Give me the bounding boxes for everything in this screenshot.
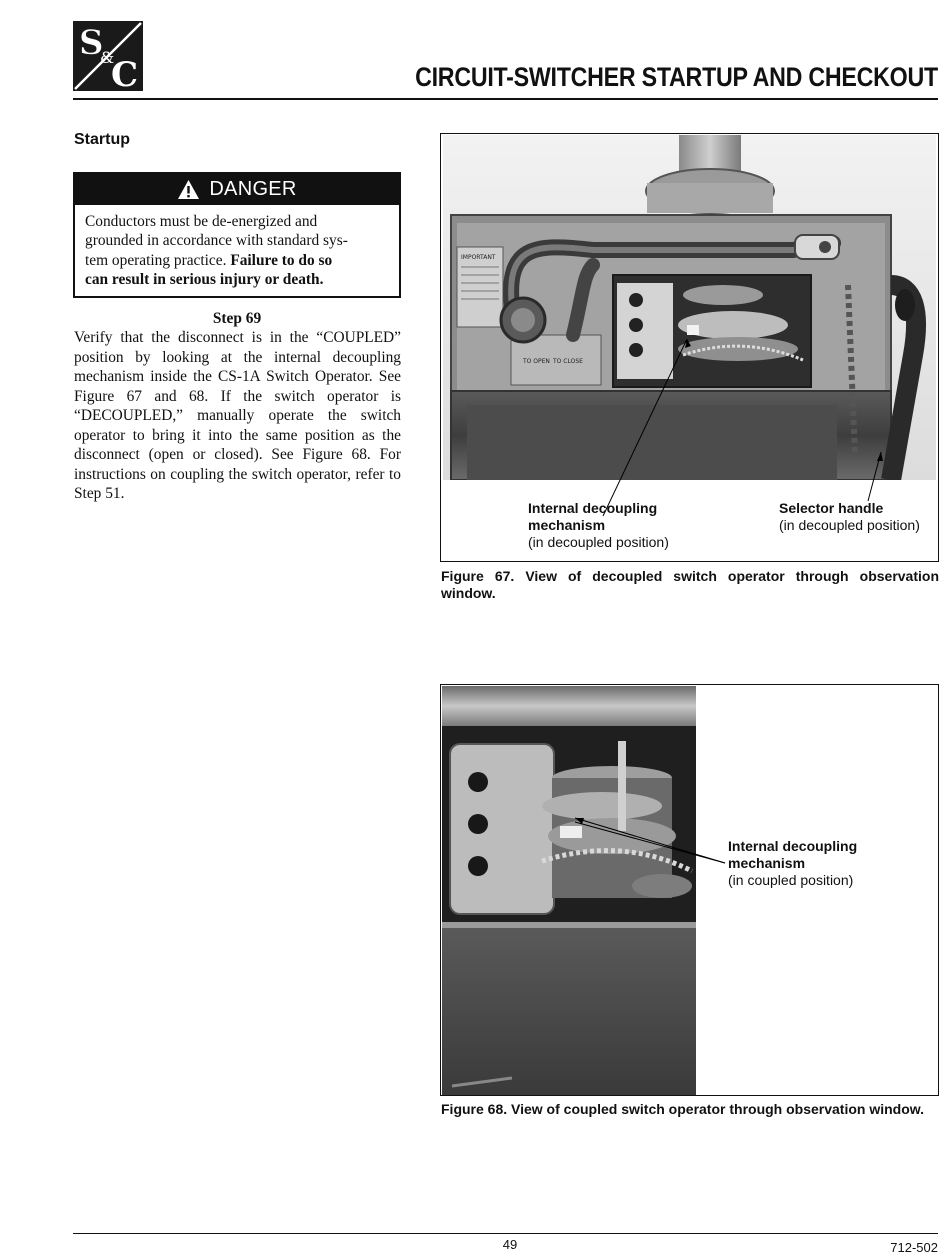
- danger-header: [75, 174, 399, 205]
- header-divider: [73, 98, 938, 100]
- footer-divider: [73, 1233, 938, 1234]
- danger-message: [75, 205, 399, 290]
- section-heading: Startup: [74, 131, 130, 148]
- handle-label-title: Selector handle: [779, 500, 884, 516]
- figure-67-caption: Figure 67. View of decoupled switch operator through observation window.: [441, 568, 939, 601]
- danger-label: DANGER: [209, 178, 297, 200]
- mechanism-decoupled-label: [528, 500, 669, 551]
- plate-important-text: IMPORTANT: [461, 254, 496, 261]
- figure-68-leader-lines: [441, 685, 940, 1097]
- coupled-label-line2: mechanism: [728, 855, 806, 871]
- selector-handle-label: [779, 500, 920, 534]
- figure-67-leader-lines: [441, 134, 940, 563]
- danger-text-line-3: tem operating practice.: [85, 251, 227, 269]
- to-open-text: TO OPEN: [523, 358, 550, 365]
- handle-label-note: (in decoupled position): [779, 517, 920, 533]
- figure-68-caption: Figure 68. View of coupled switch operator through observation window.: [441, 1101, 925, 1117]
- step-body: Verify that the disconnect is in the “COUPLED” position by looking at the internal decoupling mechanism inside the CS-1A Switch Operator. See Figure 67 and 68. If the switch operator is “DECOUPLED,” manually operate the switch operator to bring it into the same position as the disconnect (open or closed). See Figure 68. For instructions on coupling the switch operator, refer to Step 51.: [74, 329, 401, 502]
- figure-67: [440, 133, 939, 562]
- page-number: 49: [502, 1237, 518, 1252]
- danger-text-line-2: grounded in accordance with standard sys-: [85, 232, 348, 250]
- danger-warning-bold-b: can result in serious injury or death.: [85, 271, 324, 289]
- to-close-text: TO CLOSE: [553, 358, 583, 365]
- warning-triangle-icon: [177, 179, 200, 200]
- mechanism-coupled-label: [728, 838, 857, 889]
- logo-letter-c: C: [111, 55, 139, 91]
- danger-notice: [73, 172, 401, 298]
- coupled-label-line1: Internal decoupling: [728, 838, 858, 854]
- document-number: 712-502: [890, 1240, 938, 1255]
- logo-ampersand: &: [100, 48, 115, 67]
- figure-68: [440, 684, 939, 1096]
- coupled-label-note: (in coupled position): [728, 872, 854, 888]
- company-logo: [73, 21, 143, 91]
- page-title: CIRCUIT-SWITCHER STARTUP AND CHECKOUT: [415, 62, 938, 92]
- mechanism-label-line2: mechanism: [528, 517, 606, 533]
- mechanism-label-line1: Internal decoupling: [528, 500, 658, 516]
- danger-warning-bold-a: Failure to do so: [230, 251, 333, 269]
- logo-letter-s: S: [79, 23, 104, 63]
- mechanism-label-note: (in decoupled position): [528, 534, 669, 550]
- step-heading: Step 69: [212, 310, 262, 327]
- danger-text-line-1: Conductors must be de-energized and: [85, 213, 318, 230]
